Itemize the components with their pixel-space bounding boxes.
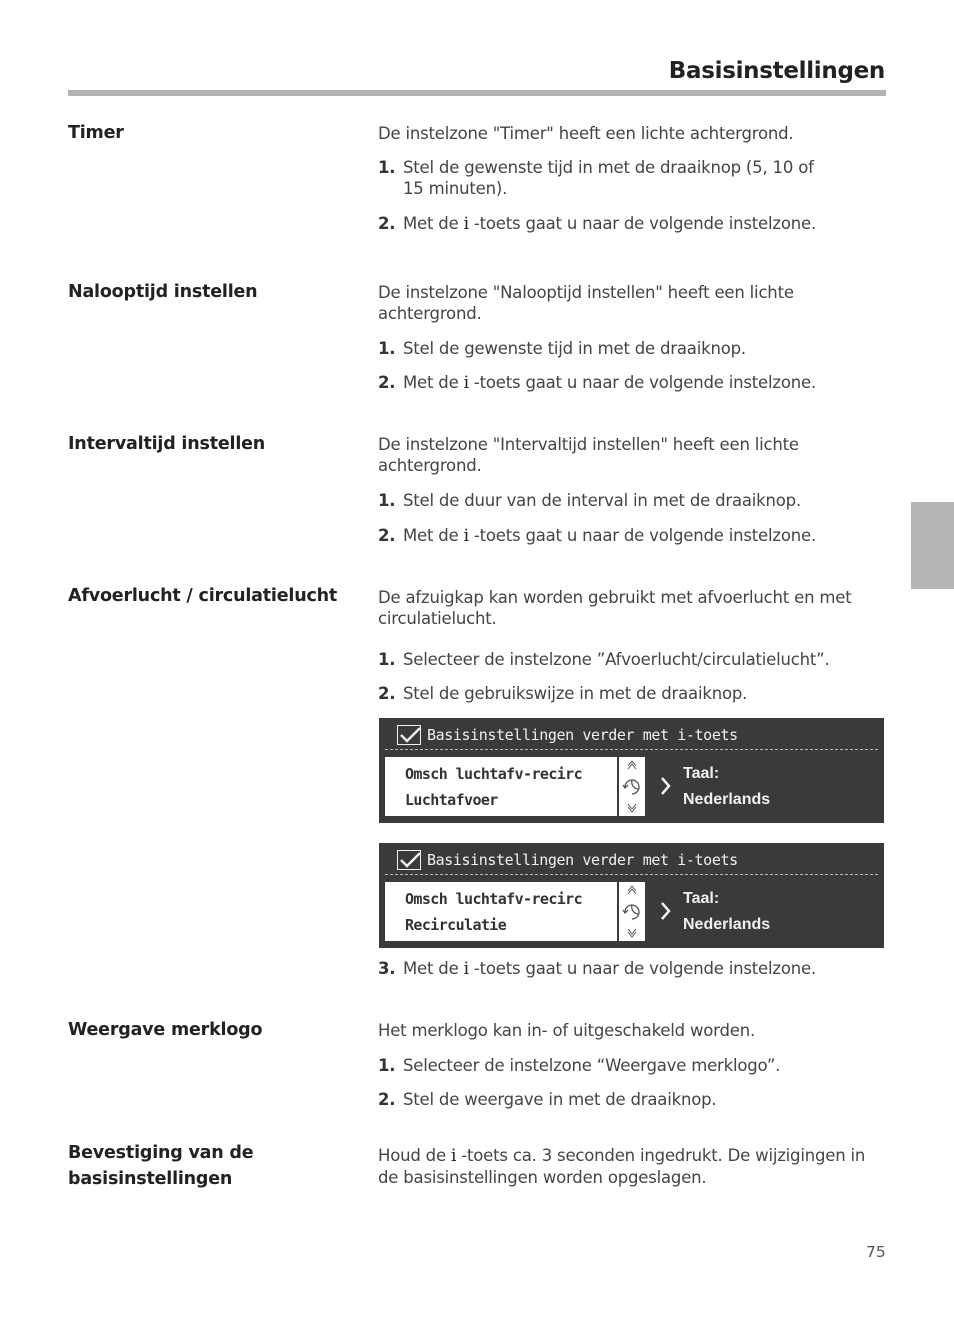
step-number: 2.: [378, 684, 396, 703]
step-text: Met de: [403, 959, 459, 978]
step-number: 1.: [378, 491, 396, 510]
rotary-scroll-icon: [619, 757, 645, 816]
heading-intervaltijd: Intervaltijd instellen: [68, 434, 266, 454]
merklogo-step-1: [378, 1055, 888, 1076]
nalooptijd-step-2: [378, 372, 888, 394]
setting-label: Omsch luchtafv-recirc: [405, 890, 583, 908]
step-number: 2.: [378, 526, 396, 545]
heading-merklogo: Weergave merklogo: [68, 1020, 263, 1040]
merklogo-step-2: [378, 1089, 888, 1110]
text-line: de basisinstellingen worden opgeslagen.: [378, 1168, 707, 1187]
afvoerlucht-step-1: [378, 649, 888, 670]
step-number: 1.: [378, 158, 396, 177]
heading-line: basisinstellingen: [68, 1169, 233, 1189]
afvoerlucht-step-3: [378, 958, 888, 980]
selection-box: [385, 757, 617, 816]
intro-line: De instelzone "Nalooptijd instellen" heeft een lichte: [378, 283, 794, 302]
step-number: 2.: [378, 373, 396, 392]
step-text: -toets gaat u naar de volgende instelzone.: [473, 959, 816, 978]
timer-intro: De instelzone "Timer" heeft een lichte achtergrond.: [378, 124, 794, 143]
step-text: Selecteer de instelzone “Weergave merklogo”.: [403, 1056, 781, 1075]
step-number: 2.: [378, 1090, 396, 1109]
rotary-scroll-icon: [619, 882, 645, 941]
step-text-continued: 15 minuten).: [403, 179, 508, 198]
display-title: Basisinstellingen verder met i-toets: [427, 851, 738, 869]
timer-step-2: [378, 213, 888, 235]
selection-box: [385, 882, 617, 941]
step-text: Stel de gewenste tijd in met de draaiknop.: [403, 339, 746, 358]
step-number: 1.: [378, 339, 396, 358]
page-title: Basisinstellingen: [668, 58, 885, 84]
heading-nalooptijd: Nalooptijd instellen: [68, 282, 258, 302]
step-text: Met de: [403, 373, 459, 392]
intro-line: achtergrond.: [378, 304, 482, 323]
nalooptijd-intro: [378, 282, 888, 324]
step-text: Stel de duur van de interval in met de draaiknop.: [403, 491, 801, 510]
bevestiging-text: [378, 1145, 888, 1188]
heading-line: Bevestiging van de: [68, 1143, 254, 1163]
afvoerlucht-intro: [378, 587, 888, 629]
dashed-divider: [385, 874, 878, 875]
setting-value: Recirculatie: [405, 916, 507, 934]
intro-line: De instelzone "Intervaltijd instellen" heeft een lichte: [378, 435, 799, 454]
checkbox-checked-icon: [397, 725, 421, 745]
text-part: -toets ca. 3 seconden ingedrukt. De wijzigingen in: [461, 1146, 866, 1165]
step-text: Stel de gebruikswijze in met de draaiknop.: [403, 684, 748, 703]
step-text: Met de: [403, 214, 459, 233]
info-key-icon: i: [463, 959, 469, 979]
merklogo-intro: Het merklogo kan in- of uitgeschakeld worden.: [378, 1021, 756, 1040]
info-key-icon: i: [463, 526, 469, 546]
step-text: -toets gaat u naar de volgende instelzone.: [473, 214, 816, 233]
intro-line: De afzuigkap kan worden gebruikt met afvoerlucht en met: [378, 588, 852, 607]
info-key-icon: i: [463, 373, 469, 393]
step-number: 3.: [378, 959, 396, 978]
intervaltijd-step-2: [378, 525, 888, 547]
heading-timer: Timer: [68, 123, 124, 143]
step-text: -toets gaat u naar de volgende instelzone.: [473, 373, 816, 392]
chevron-right-icon: [659, 901, 673, 925]
step-text: Stel de weergave in met de draaiknop.: [403, 1090, 717, 1109]
chapter-side-tab: [911, 502, 954, 589]
page-number: 75: [866, 1243, 886, 1261]
step-number: 1.: [378, 650, 396, 669]
language-label: Taal:: [683, 890, 720, 907]
dashed-divider: [385, 749, 878, 750]
timer-step-1: [378, 157, 888, 199]
intervaltijd-intro: [378, 434, 888, 476]
language-value: Nederlands: [683, 791, 771, 808]
language-label: Taal:: [683, 765, 720, 782]
afvoerlucht-step-2: [378, 683, 888, 704]
nalooptijd-step-1: [378, 338, 888, 359]
step-text: Selecteer de instelzone ”Afvoerlucht/circulatielucht”.: [403, 650, 830, 669]
lcd-display-recirculatie: [379, 843, 884, 948]
setting-label: Omsch luchtafv-recirc: [405, 765, 583, 783]
step-number: 2.: [378, 214, 396, 233]
heading-bevestiging: [68, 1140, 358, 1192]
lcd-display-luchtafvoer: [379, 718, 884, 823]
checkbox-checked-icon: [397, 850, 421, 870]
setting-value: Luchtafvoer: [405, 791, 498, 809]
intro-line: circulatielucht.: [378, 609, 497, 628]
display-title: Basisinstellingen verder met i-toets: [427, 726, 738, 744]
chevron-right-icon: [659, 776, 673, 800]
info-key-icon: i: [463, 214, 469, 234]
header-rule: [68, 90, 886, 96]
step-text: Met de: [403, 526, 459, 545]
step-text: Stel de gewenste tijd in met de draaiknop (5, 10 of: [403, 158, 814, 177]
heading-afvoerlucht: Afvoerlucht / circulatielucht: [68, 586, 338, 606]
info-key-icon: i: [450, 1146, 457, 1166]
intervaltijd-step-1: [378, 490, 888, 511]
step-number: 1.: [378, 1056, 396, 1075]
text-part: Houd de: [378, 1146, 446, 1165]
step-text: -toets gaat u naar de volgende instelzone.: [473, 526, 816, 545]
language-value: Nederlands: [683, 916, 771, 933]
intro-line: achtergrond.: [378, 456, 482, 475]
